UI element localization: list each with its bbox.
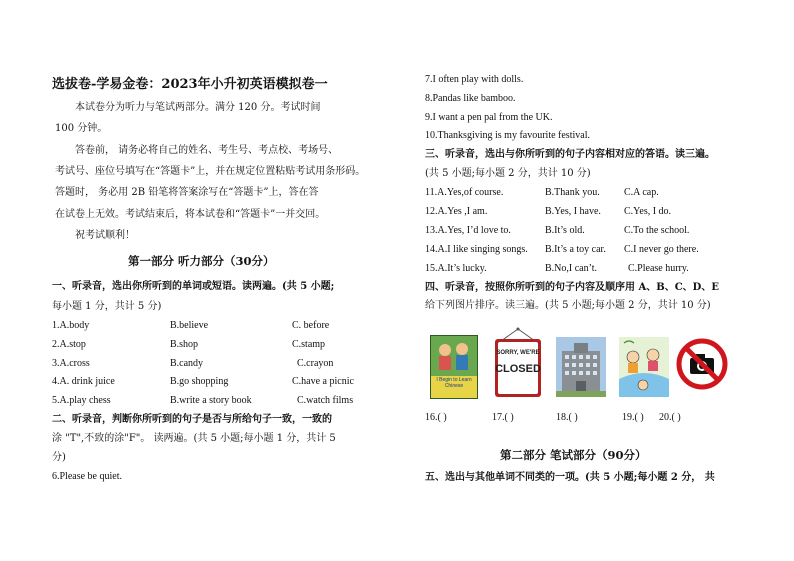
choice-b: B.write a story book	[170, 395, 252, 406]
choice-b: B.believe	[170, 320, 209, 331]
choice-c: C.crayon	[297, 358, 334, 369]
answer-blank: 20.( )	[659, 412, 681, 423]
intro-line: 本试卷分为听力与笔试两部分。满分 120 分。考试时间	[75, 102, 321, 113]
choice-c: C.watch films	[297, 395, 354, 406]
choice-b: B.It’s a toy car.	[545, 244, 606, 255]
closed-sign-image	[493, 327, 543, 399]
sentence-item: 9.I want a pen pal from the UK.	[425, 112, 553, 123]
choice-c: C. before	[292, 320, 330, 331]
choice-a: 2.A.stop	[52, 339, 86, 350]
choice-b: B.Thank you.	[545, 187, 600, 198]
section4-heading: 四、听录音，按照你所听到的句子内容及顺序用 A、B、C、D、E	[425, 282, 719, 293]
sentence-item: 6.Please be quiet.	[52, 471, 122, 482]
section3-subline: (共 5 小题;每小题 2 分，共计 10 分)	[425, 168, 591, 179]
choice-c: C.have a picnic	[292, 376, 354, 387]
choice-b: B.shop	[170, 339, 199, 350]
book-title-text: I Begin to Learn Chinese	[436, 377, 472, 389]
choice-b: B.Yes, I have.	[545, 206, 601, 217]
book-cover-image	[430, 335, 478, 399]
intro-line: 在试卷上无效。考试结束后，将本试卷和“答题卡”一并交回。	[55, 209, 326, 220]
intro-line: 考试号、座位号填写在“答题卡”上，并在规定位置粘贴考试用条形码。	[55, 166, 366, 177]
choice-a: 13.A.Yes, I’d love to.	[425, 225, 511, 236]
intro-line: 祝考试顺利！	[75, 230, 135, 241]
choice-c: C.A cap.	[624, 187, 659, 198]
section4-line2: 给下列图片排序。读三遍。(共 5 小题;每小题 2 分，共计 10 分)	[425, 300, 711, 311]
choice-b: B.No,I can’t.	[545, 263, 598, 274]
choice-b: B.candy	[170, 358, 204, 369]
sentence-item: 10.Thanksgiving is my favourite festival.	[425, 130, 590, 141]
building-image	[556, 337, 606, 397]
choice-a: 11.A.Yes,of course.	[425, 187, 504, 198]
choice-a: 1.A.body	[52, 320, 90, 331]
choice-b: B.go shopping	[170, 376, 229, 387]
section2-line2: 涂 "T",不致的涂"F"。 读两遍。(共 5 小题;每小题 1 分，共计 5	[52, 433, 336, 444]
choice-c: C.Yes, I do.	[624, 206, 672, 217]
children-playing-image	[619, 337, 669, 397]
intro-line: 答卷前， 请务必将自己的姓名、考生号、考点校、考场号、	[75, 145, 339, 156]
choice-c: C.I never go there.	[624, 244, 699, 255]
section2-line3: 分)	[52, 452, 66, 463]
part2-heading: 第二部分 笔试部分（90分）	[500, 448, 647, 462]
exam-title: 选拔卷-学易金卷：2023年小升初英语模拟卷一	[52, 77, 328, 92]
intro-line: 答题时， 务必用 2B 铅笔将答案涂写在“答题卡”上，答在答	[55, 187, 319, 198]
choice-a: 4.A. drink juice	[52, 376, 115, 387]
section5-heading: 五、选出与其他单词不同类的一项。(共 5 小题;每小题 2 分， 共	[425, 472, 715, 483]
choice-a: 12.A.Yes ,I am.	[425, 206, 488, 217]
part1-heading: 第一部分 听力部分（30分）	[128, 254, 275, 268]
section3-heading: 三、听录音，选出与你所听到的句子内容相对应的答语。读三遍。	[425, 149, 715, 160]
sign-big-text: CLOSED	[495, 363, 541, 375]
section1-heading: 一、听录音，选出你所听到的单词或短语。读两遍。(共 5 小题;	[52, 281, 335, 292]
no-photography-icon	[676, 338, 728, 390]
section1-subline: 每小题 1 分，共计 5 分)	[52, 301, 162, 312]
sign-small-text: SORRY, WE'RE	[496, 350, 540, 356]
choice-b: B.It’s old.	[545, 225, 585, 236]
section2-heading: 二、听录音，判断你所听到的句子是否与所给句子一致，一致的	[52, 414, 332, 425]
choice-c: C.To the school.	[624, 225, 690, 236]
choice-c: C.stamp	[292, 339, 326, 350]
sentence-item: 8.Pandas like bamboo.	[425, 93, 516, 104]
answer-blank: 19.( )	[622, 412, 644, 423]
choice-c: C.Please hurry.	[628, 263, 689, 274]
sentence-item: 7.I often play with dolls.	[425, 74, 524, 85]
choice-a: 15.A.It’s lucky.	[425, 263, 487, 274]
choice-a: 14.A.I like singing songs.	[425, 244, 528, 255]
choice-a: 5.A.play chess	[52, 395, 111, 406]
choice-a: 3.A.cross	[52, 358, 90, 369]
answer-blank: 16.( )	[425, 412, 447, 423]
intro-line: 100 分钟。	[55, 123, 108, 134]
answer-blank: 18.( )	[556, 412, 578, 423]
answer-blank: 17.( )	[492, 412, 514, 423]
